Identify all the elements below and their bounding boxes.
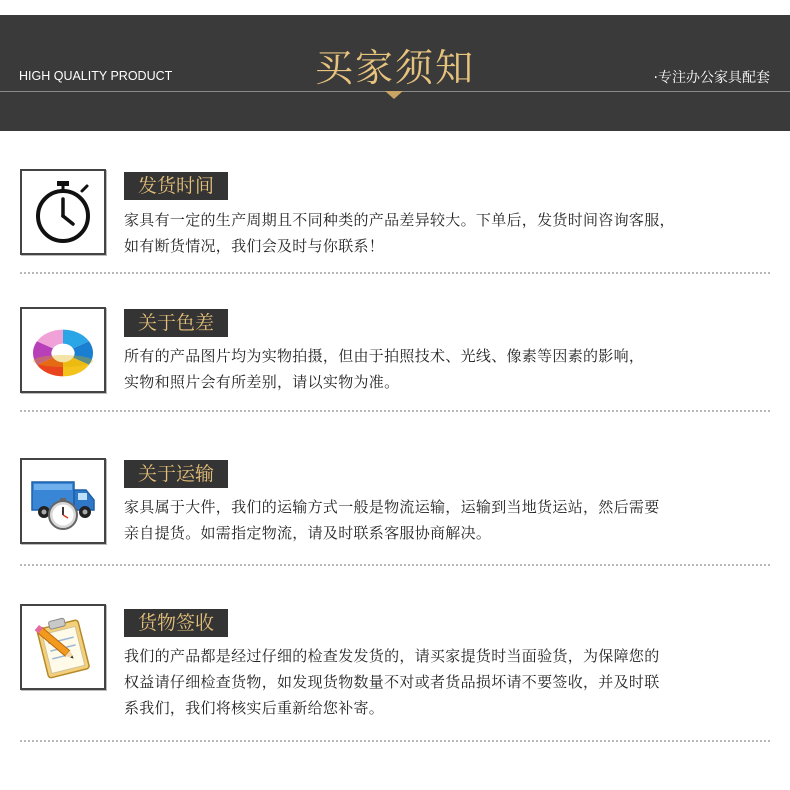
dotted-divider <box>20 272 770 274</box>
color-wheel-icon <box>20 307 106 393</box>
clipboard-pencil-icon <box>20 604 106 690</box>
stopwatch-icon <box>20 169 106 255</box>
dotted-divider <box>20 410 770 412</box>
section-description <box>124 494 774 546</box>
description-line: 权益请仔细检查货物，如发现货物数量不对或者货品损坏请不要签收，并及时联 <box>124 673 660 691</box>
description-line: 所有的产品图片均为实物拍摄，但由于拍照技术、光线、像素等因素的影响， <box>124 347 645 365</box>
section-label: 关于色差 <box>124 309 228 337</box>
dotted-divider <box>20 740 770 742</box>
section-description <box>124 643 774 721</box>
header-right-tag: ·专注办公家具配套 <box>653 70 770 86</box>
description-line: 家具有一定的生产周期且不同种类的产品差异较大。下单后，发货时间咨询客服， <box>124 211 675 229</box>
section-label: 发货时间 <box>124 172 228 200</box>
dotted-divider <box>20 564 770 566</box>
description-line: 亲自提货。如需指定物流，请及时联系客服协商解决。 <box>124 524 492 542</box>
section-label: 关于运输 <box>124 460 228 488</box>
header-left-tag: HIGH QUALITY PRODUCT <box>19 69 173 83</box>
section-description <box>124 207 774 259</box>
header-notch <box>385 91 403 99</box>
delivery-truck-icon <box>20 458 106 544</box>
description-line: 家具属于大件，我们的运输方式一般是物流运输，运输到当地货运站，然后需要 <box>124 498 660 516</box>
section-label: 货物签收 <box>124 609 228 637</box>
description-line: 实物和照片会有所差别，请以实物为准。 <box>124 373 400 391</box>
description-line: 系我们，我们将核实后重新给您补寄。 <box>124 699 385 717</box>
header-banner <box>0 15 790 131</box>
description-line: 我们的产品都是经过仔细的检查发发货的，请买家提货时当面验货，为保障您的 <box>124 647 660 665</box>
description-line: 如有断货情况，我们会及时与你联系！ <box>124 237 385 255</box>
section-description <box>124 343 774 395</box>
page-title: 买家须知 <box>314 46 475 90</box>
